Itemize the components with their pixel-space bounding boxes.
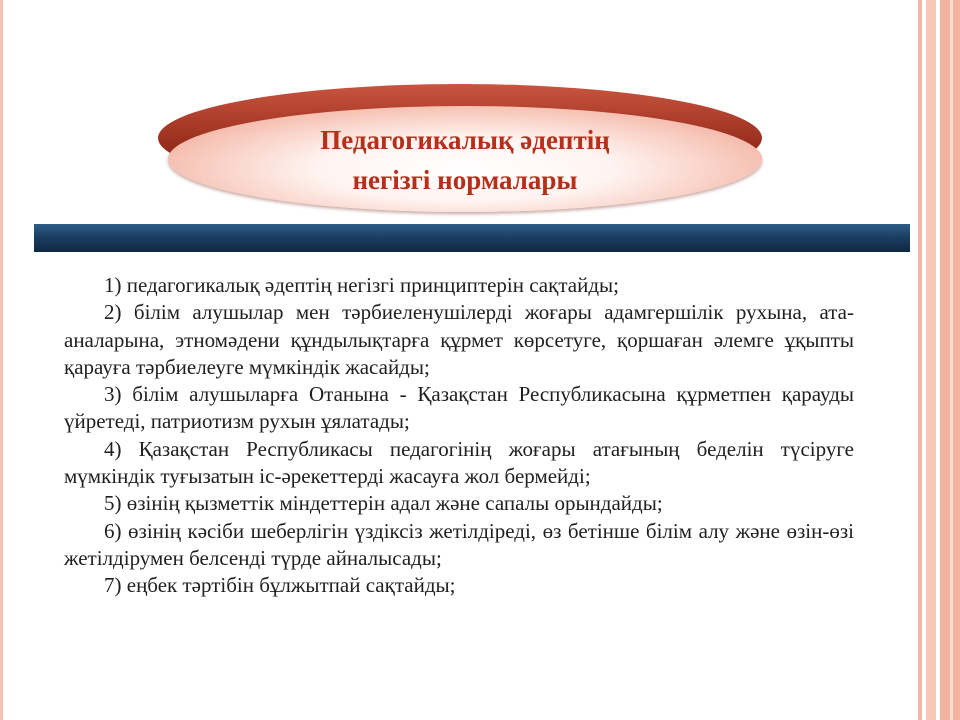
title-line-1: Педагогикалық әдептің xyxy=(320,125,610,155)
list-item-2: 2) білім алушылар мен тәрбиеленушілерді жоғары адамгершілік рухына, ата-аналарына, этномәдени құндылықтарға құрмет көрсетуге, қоршаған әлемге ұқыпты қарауға тәрбиелеуге мүмкіндік жасайды; xyxy=(64,300,854,379)
title-divider-bar xyxy=(34,224,910,252)
slide-title xyxy=(168,110,762,210)
list-item-7: 7) еңбек тәртібін бұлжытпай сақтайды; xyxy=(104,573,456,598)
right-decor-stripe xyxy=(950,0,953,720)
list-item-5: 5) өзінің қызметтік міндеттерін адал және сапалы орындайды; xyxy=(104,491,663,516)
list-item-3: 3) білім алушыларға Отанына - Қазақстан Республикасына құрметпен қарауды үйретеді, патриотизм рухын ұялатады; xyxy=(64,382,854,434)
list-item-6: 6) өзінің кәсіби шеберлігін үздіксіз жетілдіреді, өз бетінше білім алу және өзін-өзі жетілдірумен белсенді түрде айналысады; xyxy=(64,518,854,570)
list-item-4: 4) Қазақстан Республикасы педагогінің жоғары атағының беделін түсіруге мүмкіндік туғызатын іс-әрекеттерді жасауға жол бермейді; xyxy=(64,436,854,489)
norms-list xyxy=(64,272,854,600)
right-decor-stripe xyxy=(926,0,936,720)
list-item-1: 1) педагогикалық әдептің негізгі принциптерін сақтайды; xyxy=(104,273,619,297)
left-border-line xyxy=(0,0,3,720)
title-line-2: негізгі нормалары xyxy=(352,165,578,195)
right-decor-stripe xyxy=(918,0,922,720)
